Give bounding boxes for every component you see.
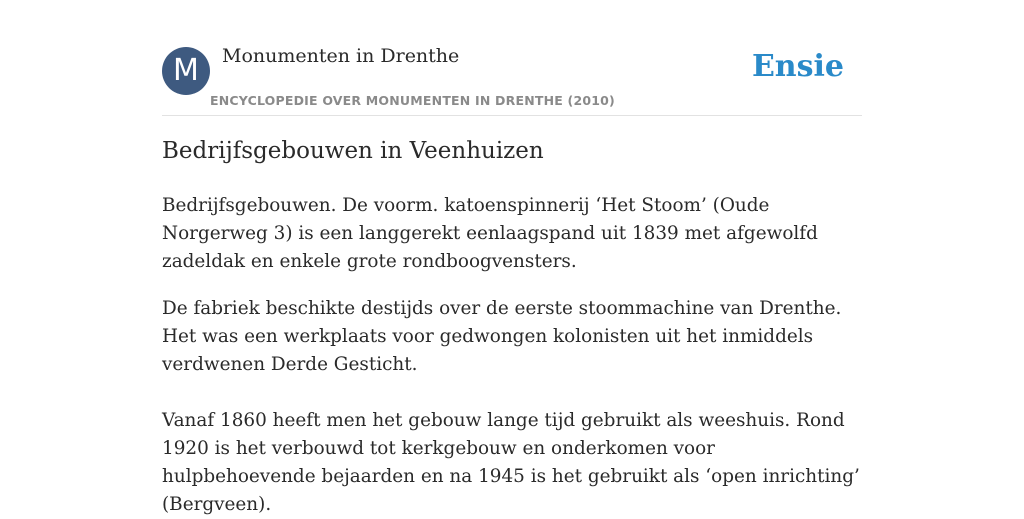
- source-title-link[interactable]: Monumenten in Drenthe: [222, 45, 460, 67]
- article-paragraph: Vanaf 1860 heeft men het gebouw lange tijd gebruikt als weeshuis. Rond 1920 is het verbouwd tot kerkgebouw en onderkomen voor hulpbehoevende bejaarden en na 1945 is het gebruikt als ‘open inrichting’ (Bergveen).: [162, 410, 860, 515]
- source-subtitle: ENCYCLOPEDIE OVER MONUMENTEN IN DRENTHE (2010): [210, 93, 615, 108]
- ensie-logo[interactable]: Ensie: [751, 49, 844, 84]
- avatar[interactable]: M: [162, 47, 210, 95]
- source-header: [162, 0, 862, 116]
- article-paragraph: Bedrijfsgebouwen. De voorm. katoenspinnerij ‘Het Stoom’ (Oude Norgerweg 3) is een langgerekt eenlaagspand uit 1839 met afgewolfd zadeldak en enkele grote rondboogvensters.: [162, 195, 818, 272]
- article-title: Bedrijfsgebouwen in Veenhuizen: [162, 138, 544, 164]
- article-paragraph: De fabriek beschikte destijds over de eerste stoommachine van Drenthe. Het was een werkplaats voor gedwongen kolonisten uit het inmiddels verdwenen Derde Gesticht.: [162, 298, 842, 375]
- page: [162, 0, 862, 515]
